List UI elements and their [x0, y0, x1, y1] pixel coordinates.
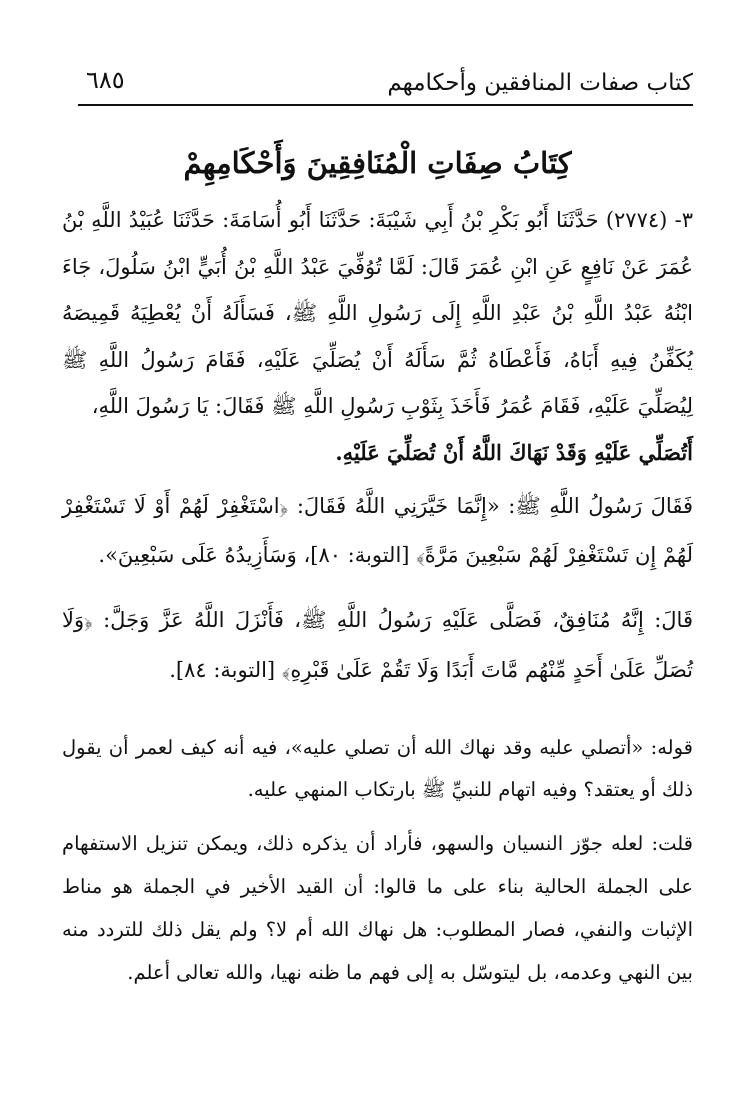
running-title: كتاب صفات المنافقين وأحكامهم	[387, 70, 693, 96]
hadith-ending: قَالَ: إِنَّهُ مُنَافِقٌ، فَصَلَّى عَلَيْهِ رَسُولُ اللَّهِ ﷺ، فَأَنْزَلَ اللَّهُ عَزَّ وَجَلَّ: ﴿وَلَا تُصَلِّ عَلَىٰ أَحَدٍ مِّنْهُم مَّاتَ أَبَدًا وَلَا تَقُمْ عَلَىٰ قَبْرِهِ﴾ [التوبة: ٨٤].	[62, 608, 693, 682]
hadith-text: ٣- (٢٧٧٤) حَدَّثَنَا أَبُو بَكْرِ بْنُ أَبِي شَيْبَةَ: حَدَّثَنَا أَبُو أُسَامَةَ: حَدَّثَنَا عُبَيْدُ اللَّهِ بْنُ عُمَرَ عَنْ نَافِعٍ عَنِ ابْنِ عُمَرَ قَالَ: لَمَّا تُوُفِّيَ عَبْدُ اللَّهِ بْنُ أُبَيٍّ ابْنُ سَلُولَ، جَاءَ ابْنُهُ عَبْدُ اللَّهِ بْنُ عَبْدِ اللَّهِ إِلَى رَسُولِ اللَّهِ ﷺ، فَسَأَلَهُ أَنْ يُعْطِيَهُ قَمِيصَهُ يُكَفِّنُ فِيهِ أَبَاهُ، فَأَعْطَاهُ ثُمَّ سَأَلَهُ أَنْ يُصَلِّيَ عَلَيْهِ، فَقَامَ رَسُولُ اللَّهِ ﷺ لِيُصَلِّيَ عَلَيْهِ، فَقَامَ عُمَرُ فَأَخَذَ بِثَوْبِ رَسُولِ اللَّهِ ﷺ فَقَالَ: يَا رَسُولَ اللَّهِ،	[62, 208, 693, 418]
hadith-reply: فَقَالَ رَسُولُ اللَّهِ ﷺ: «إِنَّمَا خَيَّرَنِي اللَّهُ فَقَالَ: ﴿اسْتَغْفِرْ لَهُمْ أَوْ لَا تَسْتَغْفِرْ لَهُمْ إِن تَسْتَغْفِرْ لَهُمْ سَبْعِينَ مَرَّةً﴾ [التوبة: ٨٠]، وَسَأَزِيدُهُ عَلَى سَبْعِينَ».	[62, 494, 693, 567]
commentary-paragraph-1: قوله: «أتصلي عليه وقد نهاك الله أن تصلي عليه»، فيه أنه كيف لعمر أن يقول ذلك أو يعتقد؟ وفيه اتهام للنبيِّ ﷺ بارتكاب المنهي عليه.	[62, 736, 693, 801]
hadith-text-emphasis: أَتُصَلِّي عَلَيْهِ وَقَدْ نَهَاكَ اللَّهُ أَنْ تُصَلِّيَ عَلَيْهِ.	[335, 439, 693, 465]
header-divider	[78, 104, 693, 106]
commentary-paragraph-2: قلت: لعله جوّز النسيان والسهو، فأراد أن يذكره ذلك، ويمكن تنزيل الاستفهام على الجملة الحالية بناء على ما قالوا: أن القيد الأخير في الجملة هو مناط الإثبات والنفي، فصار المطلوب: هل نهاك الله أم لا؟ ولم يقل ذلك للتردد منه بين النهي وعدمه، بل ليتوسّل به إلى فهم ما ظنه نهيا، والله تعالى أعلم.	[62, 832, 693, 984]
page-number: ٦٨٥	[86, 66, 125, 94]
page-header	[78, 62, 693, 102]
hadith-paragraph	[62, 197, 693, 476]
chapter-title: كِتَابُ صِفَاتِ الْمُنَافِقِينَ وَأَحْكَامِهِمْ	[183, 146, 572, 180]
